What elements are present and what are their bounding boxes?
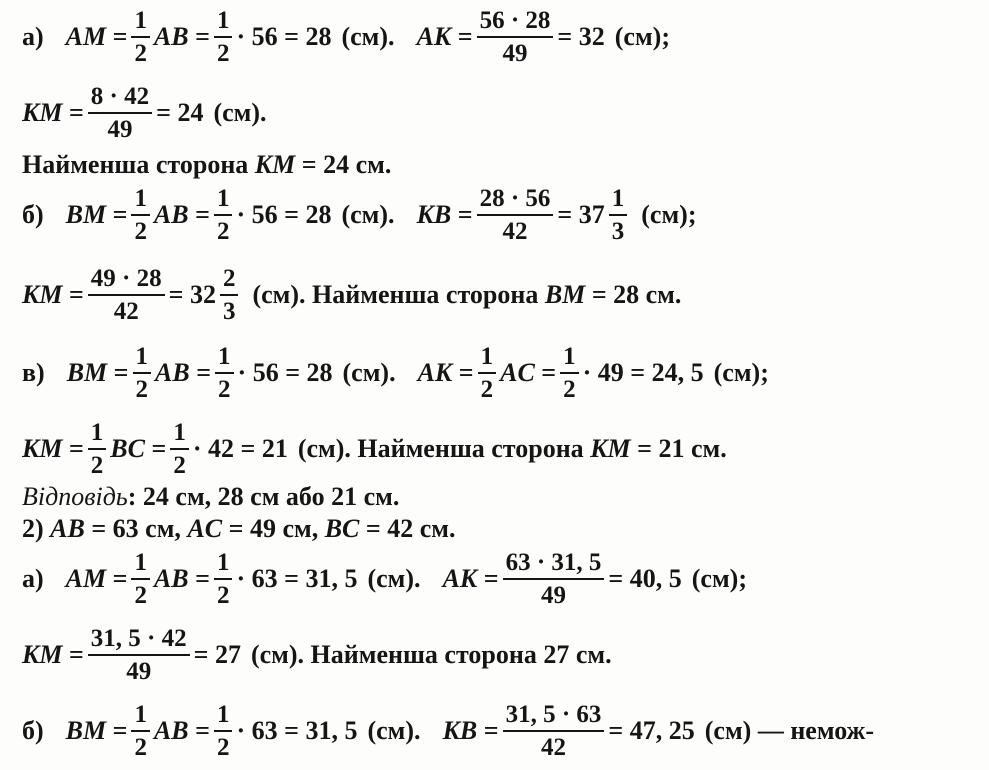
fraction-denominator: 2 <box>480 376 494 403</box>
math-token: AK <box>416 22 452 51</box>
fraction <box>131 186 150 244</box>
solution-line-2a-2: KM = $\frac{31, 5 \cdot 42}{49}$ = 27 (см). Найменша сторона 27 см. <box>22 625 612 685</box>
math-token: б) <box>22 716 44 745</box>
math-token: KM <box>22 98 63 127</box>
fraction-denominator: 42 <box>502 218 528 245</box>
math-token: 2) <box>22 514 44 543</box>
fraction <box>477 8 554 66</box>
math-token: 42 <box>207 434 234 463</box>
math-token: AB <box>153 22 189 51</box>
fraction-numerator: 8 · 42 <box>88 84 152 114</box>
math-token: б) <box>22 200 44 229</box>
math-token: = 24 см. <box>301 150 392 179</box>
fraction-denominator: 2 <box>563 376 576 403</box>
fraction <box>131 550 150 608</box>
fraction-denominator: 49 <box>107 116 133 143</box>
fraction-denominator: 2 <box>216 40 230 67</box>
fraction-numerator: 1 <box>214 8 233 38</box>
fraction-numerator: 1 <box>214 702 233 732</box>
math-token: 49 <box>597 358 624 387</box>
fraction-numerator: 1 <box>214 186 233 216</box>
math-token: BM <box>66 358 108 387</box>
fraction <box>88 266 165 324</box>
math-token: в) <box>22 358 45 387</box>
fraction <box>503 550 605 608</box>
math-token <box>579 186 632 244</box>
math-token: AC <box>187 514 223 543</box>
math-token: BC <box>324 514 360 543</box>
math-token: (см); <box>713 358 769 387</box>
math-token: AC <box>500 358 535 387</box>
math-token: KM <box>22 640 63 669</box>
math-token: (см). <box>341 22 395 51</box>
math-token: (см). <box>341 200 395 229</box>
math-token: = 63 см, <box>91 514 181 543</box>
math-token: 24 <box>177 98 204 127</box>
math-token: 47, 25 <box>629 716 695 745</box>
math-token: 56 <box>251 200 278 229</box>
math-token: KM <box>254 150 296 179</box>
fraction <box>88 420 107 478</box>
math-token: AB <box>153 564 189 593</box>
fraction-numerator: 1 <box>215 344 234 374</box>
math-token: (см). Найменша сторона <box>252 280 539 309</box>
fraction-numerator: 1 <box>131 186 150 216</box>
math-token: KM <box>22 280 63 309</box>
fraction-numerator: 1 <box>131 702 150 732</box>
fraction-denominator: 2 <box>216 218 230 245</box>
fraction-half <box>214 8 233 66</box>
solution-line-v-2: KM = $\frac{1}{2}$ BC = $\frac{1}{2}$ · 42 = 21 (см). Найменша сторона KM = 21 см. <box>22 419 727 479</box>
fraction-denominator: 49 <box>541 582 566 609</box>
fraction-numerator: 1 <box>131 8 150 38</box>
math-token: 31, 5 <box>305 716 358 745</box>
fraction <box>560 344 579 402</box>
math-token: Відповідь <box>22 482 128 511</box>
fraction-numerator: 28 · 56 <box>477 186 554 216</box>
math-token: 24, 5 <box>651 358 704 387</box>
math-token: KB <box>442 716 478 745</box>
math-token: а) <box>22 22 44 51</box>
fraction-half <box>131 8 150 66</box>
fraction <box>503 702 605 760</box>
solution-line-b-1: б) BM = $\frac{1}{2}$ AB = $\frac{1}{2}$ · 56 = 28 (см). KB = $\frac{28 \cdot 56}{42}$ = 37 $\frac{1}{3}$ (см); <box>22 185 697 245</box>
fraction-numerator: 1 <box>170 420 189 450</box>
part-2-header <box>22 514 455 544</box>
math-token: AK <box>442 564 478 593</box>
fraction-numerator: 1 <box>560 344 579 374</box>
math-token: AK <box>417 358 453 387</box>
fraction-denominator: 3 <box>222 298 236 325</box>
math-token: KB <box>416 200 452 229</box>
fraction <box>215 344 234 402</box>
fraction-denominator: 2 <box>134 582 147 609</box>
fraction-numerator: 49 · 28 <box>88 266 165 296</box>
conclusion-line-1 <box>22 150 391 180</box>
math-token: AM <box>65 564 107 593</box>
math-token: (см); <box>614 22 670 51</box>
math-token: AB <box>153 200 189 229</box>
math-token: 28 <box>305 200 332 229</box>
solution-line-a-1: а) AM = $\frac{1}{2}$ AB = $\frac{1}{2}$ · 56 = 28 (см). AK = $\frac{56 \cdot 28}{49}$ = 32 (см); <box>22 7 670 67</box>
solution-line-2b-1: б) BM = $\frac{1}{2}$ AB = $\frac{1}{2}$ · 63 = 31, 5 (см). KB = $\frac{31, 5 \cdot 63}{42}$ = 47, 25 (см) — немож- <box>22 701 875 761</box>
math-token: = 21 см. <box>637 434 727 463</box>
fraction-numerator: 63 · 31, 5 <box>503 550 605 580</box>
math-token: = 49 см, <box>228 514 319 543</box>
fraction <box>88 84 152 142</box>
math-token: BM <box>65 716 107 745</box>
fraction-numerator: 56 · 28 <box>477 8 554 38</box>
math-token: а) <box>22 564 44 593</box>
fraction-denominator: 2 <box>218 376 231 403</box>
math-token: 32 <box>578 22 605 51</box>
answer-line <box>22 482 399 512</box>
fraction <box>477 186 554 244</box>
math-token: = 42 см. <box>365 514 456 543</box>
math-token: 28 <box>305 22 332 51</box>
math-token: KM <box>22 434 63 463</box>
math-token: 32 <box>189 280 216 309</box>
math-token: KM <box>590 434 631 463</box>
math-token: 56 <box>252 358 279 387</box>
fraction-numerator: 1 <box>609 186 628 216</box>
math-token: (см). <box>367 564 421 593</box>
fraction <box>131 702 150 760</box>
math-token: BM <box>544 280 586 309</box>
fraction-numerator: 1 <box>478 344 497 374</box>
math-token: (см). Найменша сторона 27 см. <box>250 640 612 669</box>
math-token: : 24 см, 28 см або 21 см. <box>127 482 400 511</box>
math-token: AM <box>65 22 107 51</box>
math-token: Найменша сторона <box>22 150 249 179</box>
math-token: 31, 5 <box>305 564 358 593</box>
math-token: AB <box>153 716 189 745</box>
math-token: AB <box>50 514 85 543</box>
math-token: (см). <box>342 358 396 387</box>
math-token <box>190 266 243 324</box>
fraction <box>220 266 239 324</box>
fraction-denominator: 3 <box>611 218 625 245</box>
fraction-numerator: 2 <box>220 266 239 296</box>
fraction-numerator: 31, 5 · 42 <box>88 626 190 656</box>
fraction-denominator: 2 <box>134 40 147 67</box>
math-token: 56 <box>251 22 278 51</box>
math-token: BC <box>110 434 145 463</box>
fraction-numerator: 1 <box>214 550 233 580</box>
fraction <box>214 550 233 608</box>
solution-line-v-1: в) BM = $\frac{1}{2}$ AB = $\frac{1}{2}$ · 56 = 28 (см). AK = $\frac{1}{2}$ AC = $\frac{1}{2}$ · 49 = 24, 5 (см); <box>22 343 769 403</box>
solution-line-2a-1: а) AM = $\frac{1}{2}$ AB = $\frac{1}{2}$ · 63 = 31, 5 (см). AK = $\frac{63 \cdot 31, 5}{49}$ = 40, 5 (см); <box>22 549 747 609</box>
fraction-denominator: 2 <box>134 734 147 761</box>
math-token: 28 <box>306 358 333 387</box>
math-token: = 28 см. <box>591 280 682 309</box>
math-token: (см); <box>641 200 697 229</box>
math-token: 21 <box>261 434 288 463</box>
fraction-numerator: 1 <box>133 344 152 374</box>
fraction <box>214 702 233 760</box>
fraction <box>214 186 233 244</box>
fraction-denominator: 49 <box>502 40 528 67</box>
fraction-denominator: 2 <box>135 376 148 403</box>
fraction-numerator: 1 <box>131 550 150 580</box>
fraction-denominator: 2 <box>216 734 230 761</box>
fraction <box>609 186 628 244</box>
fraction-denominator: 2 <box>134 218 147 245</box>
fraction <box>133 344 152 402</box>
fraction-denominator: 42 <box>113 298 139 325</box>
math-token: 27 <box>214 640 241 669</box>
math-token: 63 <box>251 564 278 593</box>
math-token: 40, 5 <box>629 564 682 593</box>
fraction <box>88 626 190 684</box>
math-token: (см). <box>367 716 421 745</box>
math-token: AB <box>155 358 190 387</box>
math-token: (см) — немож- <box>704 716 875 745</box>
fraction-denominator: 2 <box>90 452 104 479</box>
math-token: BM <box>65 200 107 229</box>
math-token: (см); <box>691 564 747 593</box>
math-token: (см). Найменша сторона <box>297 434 584 463</box>
fraction-denominator: 2 <box>216 582 230 609</box>
fraction-denominator: 2 <box>173 452 186 479</box>
fraction-numerator: 1 <box>88 420 107 450</box>
math-token: 63 <box>251 716 278 745</box>
fraction <box>478 344 497 402</box>
solution-line-b-2: KM = $\frac{49 \cdot 28}{42}$ = 32 $\frac{2}{3}$ (см). Найменша сторона BM = 28 см. <box>22 265 682 325</box>
math-token: 37 <box>578 200 605 229</box>
fraction <box>170 420 189 478</box>
fraction-denominator: 42 <box>541 734 566 761</box>
fraction-numerator: 31, 5 · 63 <box>503 702 605 732</box>
solution-line-a-2: KM = $\frac{8 \cdot 42}{49}$ = 24 (см). <box>22 83 267 143</box>
math-token: (см). <box>213 98 267 127</box>
fraction-denominator: 49 <box>126 658 152 685</box>
